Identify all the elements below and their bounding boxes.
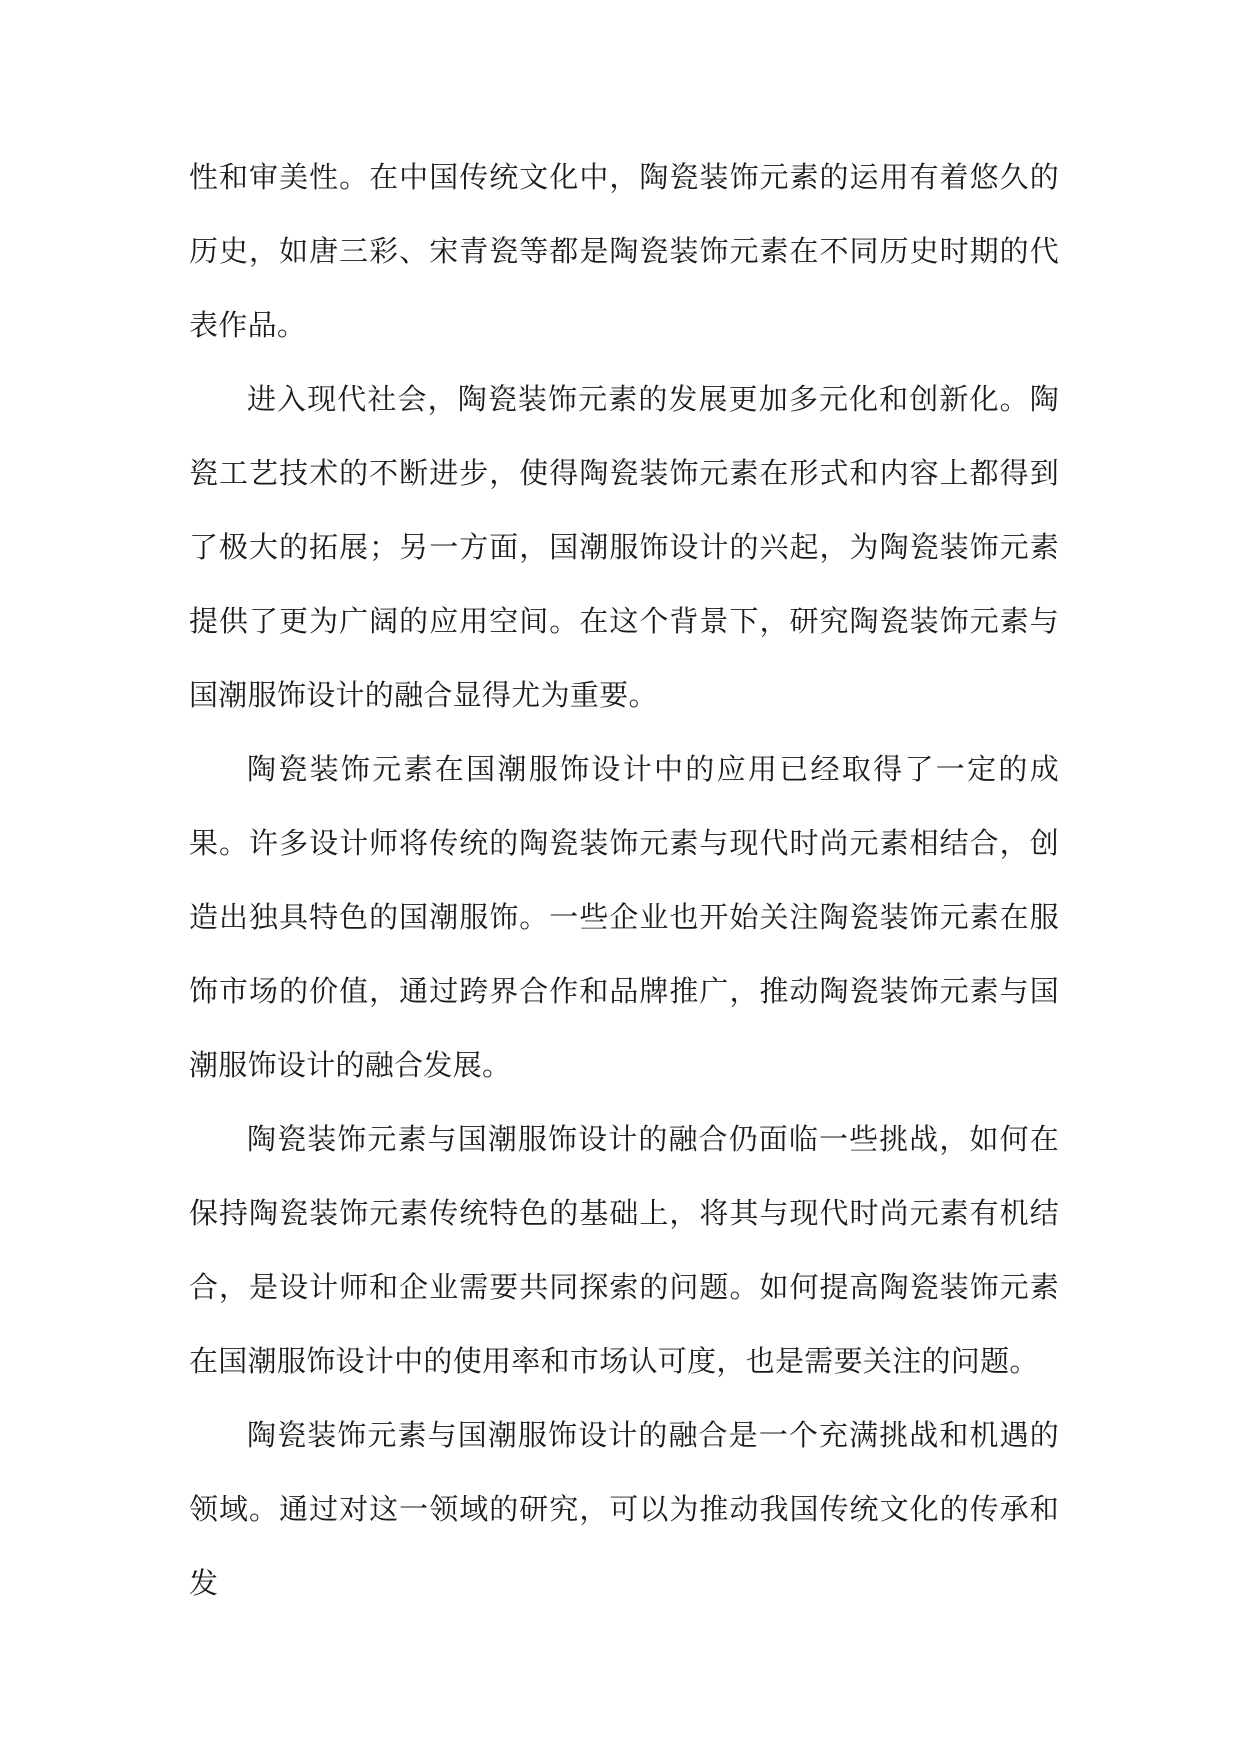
paragraph-4: 陶瓷装饰元素与国潮服饰设计的融合仍面临一些挑战，如何在保持陶瓷装饰元素传统特色的基础上，将其与现代时尚元素有机结合，是设计师和企业需要共同探索的问题。如何提高陶瓷装饰元素在国潮服饰设计中的使用率和市场认可度，也是需要关注的问题。: [189, 1122, 1059, 1378]
body-text: [189, 140, 1059, 1620]
paragraph-1: 性和审美性。在中国传统文化中，陶瓷装饰元素的运用有着悠久的历史，如唐三彩、宋青瓷等都是陶瓷装饰元素在不同历史时期的代表作品。: [189, 160, 1059, 342]
paragraph-2: 进入现代社会，陶瓷装饰元素的发展更加多元化和创新化。陶瓷工艺技术的不断进步，使得陶瓷装饰元素在形式和内容上都得到了极大的拓展；另一方面，国潮服饰设计的兴起，为陶瓷装饰元素提供了更为广阔的应用空间。在这个背景下，研究陶瓷装饰元素与国潮服饰设计的融合显得尤为重要。: [189, 382, 1059, 712]
paragraph-5: 陶瓷装饰元素与国潮服饰设计的融合是一个充满挑战和机遇的领域。通过对这一领域的研究，可以为推动我国传统文化的传承和发: [189, 1418, 1059, 1600]
paragraph-3: 陶瓷装饰元素在国潮服饰设计中的应用已经取得了一定的成果。许多设计师将传统的陶瓷装饰元素与现代时尚元素相结合，创造出独具特色的国潮服饰。一些企业也开始关注陶瓷装饰元素在服饰市场的价值，通过跨界合作和品牌推广，推动陶瓷装饰元素与国潮服饰设计的融合发展。: [189, 752, 1059, 1082]
